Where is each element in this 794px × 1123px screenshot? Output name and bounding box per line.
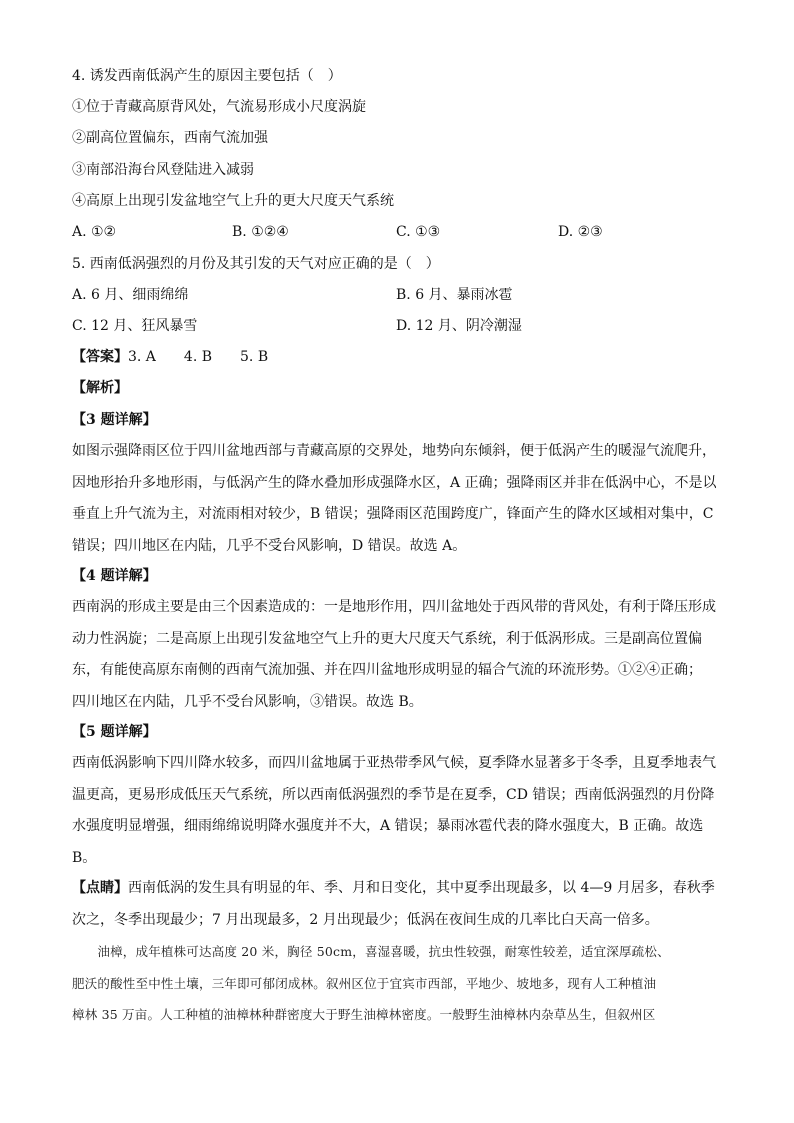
passage-line: 樟林 35 万亩。人工种植的油樟林种群密度大于野生油樟林密度。一般野生油樟林内杂草丛生，但叙州区: [72, 1007, 656, 1022]
detail-5-body: [72, 748, 718, 874]
passage-body: [72, 936, 718, 1031]
detail-3-line: 如图示强降雨区位于四川盆地西部与青藏高原的交界处，地势向东倾斜，便于低涡产生的暖湿气流爬升，: [72, 443, 716, 459]
analysis-label: 【解析】: [72, 380, 128, 396]
tip-line-1: [72, 873, 718, 905]
q5-option-c: C. 12 月、狂风暴雪: [72, 318, 198, 334]
tip-text: 西南低涡的发生具有明显的年、季、月和日变化，其中夏季出现最多，以 4—9 月居多，春秋季: [128, 880, 715, 896]
detail-3-line: 错误；四川地区在内陆，几乎不受台风影响，D 错误。故选 A。: [72, 537, 467, 554]
detail-5-line: B。: [72, 849, 97, 866]
q5-option-b: B. 6 月、暴雨冰雹: [396, 287, 513, 303]
q4-option-a: A. ①②: [72, 224, 117, 240]
q4-item-4: ④高原上出现引发盆地空气上升的更大尺度天气系统: [72, 193, 394, 209]
detail-3-body: [72, 436, 718, 562]
tip-label: 【点睛】: [72, 880, 128, 896]
detail-3-line: 因地形抬升多地形雨，与低涡产生的降水叠加形成强降水区，A 正确；强降雨区并非在低涡中心，不是以: [72, 474, 717, 491]
detail-3-line: 垂直上升气流为主，对流雨相对较少，B 错误；强降雨区范围跨度广，锋面产生的降水区域相对集中，C: [72, 506, 714, 522]
passage-line: 肥沃的酸性至中性土壤，三年即可郁闭成林。叙州区位于宜宾市西部，平地少、坡地多，现有人工种植油: [72, 975, 657, 991]
detail-5-title: 【5 题详解】: [72, 724, 157, 740]
detail-4-line: 四川地区在内陆，几乎不受台风影响，③错误。故选 B。: [72, 693, 423, 710]
q5-option-a: A. 6 月、细雨绵绵: [72, 287, 189, 303]
answer-line: [72, 347, 268, 367]
q5-option-d: D. 12 月、阴冷潮湿: [396, 318, 522, 334]
q4-option-c: C. ①③: [396, 224, 441, 240]
detail-4-line: 西南涡的形成主要是由三个因素造成的：一是地形作用，四川盆地处于西风带的背风处，有利于降压形成: [72, 599, 716, 615]
q4-stem: 4. 诱发西南低涡产生的原因主要包括（ ）: [72, 68, 342, 84]
tip-body: [72, 873, 718, 936]
detail-3-title: 【3 题详解】: [72, 412, 157, 428]
q4-item-3: ③南部沿海台风登陆进入减弱: [72, 162, 254, 178]
detail-4-line: 动力性涡旋；二是高原上出现引发盆地空气上升的更大尺度天气系统，利于低涡形成。三是副高位置偏: [72, 630, 702, 647]
answer-text: 3. A 4. B 5. B: [128, 349, 269, 365]
passage-line: 油樟，成年植株可达高度 20 米，胸径 50cm，喜湿喜暖，抗虫性较强，耐寒性较差，适宜深厚疏松、: [72, 944, 670, 959]
q4-item-2: ②副高位置偏东，西南气流加强: [72, 130, 268, 146]
tip-line-2: 次之，冬季出现最少；7 月出现最多，2 月出现最少；低涡在夜间生成的几率比白天高一倍多。: [72, 911, 659, 928]
q4-option-b: B. ①②④: [232, 224, 289, 240]
q5-stem: 5. 西南低涡强烈的月份及其引发的天气对应正确的是（ ）: [72, 256, 440, 272]
answer-label: 【答案】: [72, 349, 128, 365]
detail-5-line: 水强度明显增强，细雨绵绵说明降水强度并不大，A 错误；暴雨冰雹代表的降水强度大，B 正确。故选: [72, 818, 704, 834]
detail-5-line: 西南低涡影响下四川降水较多，而四川盆地属于亚热带季风气候，夏季降水显著多于冬季，且夏季地表气: [72, 755, 716, 771]
detail-5-line: 温更高，更易形成低压天气系统，所以西南低涡强烈的季节是在夏季，CD 错误；西南低涡强烈的月份降: [72, 786, 715, 803]
q4-item-1: ①位于青藏高原背风处，气流易形成小尺度涡旋: [72, 99, 366, 115]
detail-4-line: 东，有能使高原东南侧的西南气流加强、并在四川盆地形成明显的辐合气流的环流形势。①②④正确；: [72, 662, 702, 678]
detail-4-title: 【4 题详解】: [72, 568, 157, 584]
detail-4-body: [72, 592, 718, 718]
q4-option-d: D. ②③: [558, 224, 603, 240]
